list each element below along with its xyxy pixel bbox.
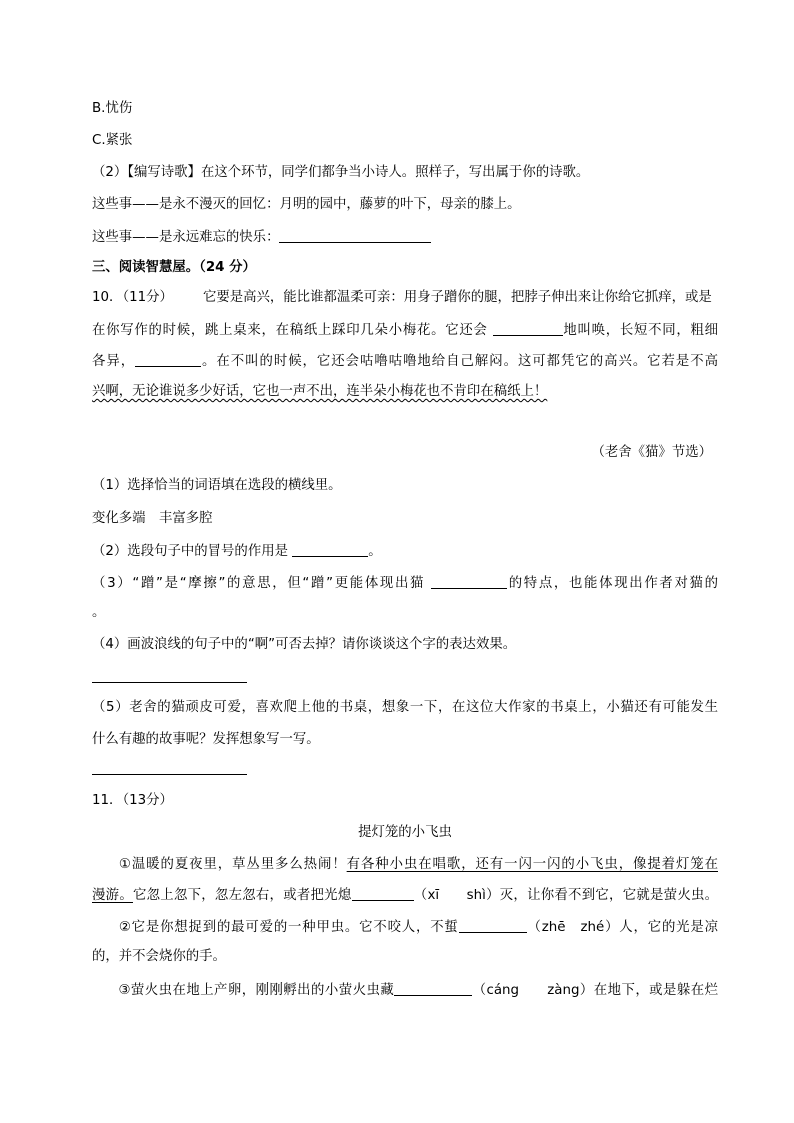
- q11-para-1-text-a: ①温暖的夏夜里，草丛里多么热闹！: [118, 857, 347, 872]
- q10-sub-1: （1）选择恰当的词语填在选段的横线里。: [92, 478, 342, 493]
- q11-blank-2[interactable]: [459, 918, 527, 933]
- q11-title: 提灯笼的小飞虫: [358, 825, 452, 840]
- q10-sub-5-line-1: （5）老舍的猫顽皮可爱，喜欢爬上他的书桌，想象一下，在这位大作家的书桌上，小猫还有可能发生: [92, 700, 718, 715]
- section-3-heading: 三、阅读智慧屋。（24 分）: [92, 260, 256, 275]
- q2-prompt: [92, 228, 431, 247]
- q11-para-2-line-2: 的，并不会烧你的手。: [92, 949, 226, 964]
- q10-sub-3-end: 。: [92, 605, 106, 620]
- q10-sub-5-answer-line[interactable]: [92, 774, 247, 775]
- q10-passage-line-1: 它要是高兴，能比谁都温柔可亲：用身子蹭你的腿，把脖子伸出来让你给它抓痒，或是: [202, 290, 712, 305]
- q2-title: （2）【编写诗歌】在这个环节，同学们都争当小诗人。照样子，写出属于你的诗歌。: [92, 165, 590, 180]
- q10-sub-4: （4）画波浪线的句子中的“啊”可否去掉？请你谈谈这个字的表达效果。: [92, 637, 517, 652]
- q10-sub-5-line-2: 什么有趣的故事呢？发挥想象写一写。: [92, 732, 320, 747]
- q10-source: （老舍《猫》节选）: [591, 445, 712, 460]
- q11-para-1-text-b: 它忽上忽下，忽左忽右，或者把光熄: [132, 888, 352, 903]
- q11-para-1-line-1: [92, 856, 718, 874]
- q11-para-1-underlined-a: 有各种小虫在唱歌，还有一闪一闪的小飞虫，像提着灯笼在: [346, 857, 718, 872]
- q2-answer-blank[interactable]: [279, 228, 431, 243]
- q11-para-3-text-b: （cáng zàng）在地下，或是躲在烂: [472, 983, 718, 998]
- q10-line-2: [92, 321, 718, 340]
- q10-sub-3-blank[interactable]: [431, 574, 507, 589]
- q11-para-1-text-c: （xī shì）灭，让你看不到它，它就是萤火虫。: [413, 888, 719, 903]
- q11-number: 11．（13分）: [92, 793, 173, 808]
- q10-passage-line-2a: 在你写作的时候，跳上桌来，在稿纸上踩印几朵小梅花。它还会: [92, 323, 488, 338]
- option-b: B.忧伤: [92, 101, 133, 116]
- q10-sub-2: [92, 542, 382, 561]
- q11-para-2-text-a: ②它是你想捉到的最可爱的一种甲虫。它不咬人，不蜇: [118, 920, 459, 935]
- q10-passage-line-3a: 各异，: [92, 354, 136, 369]
- q10-blank-1[interactable]: [493, 321, 563, 336]
- q10-sub-3-text-b: 的特点，也能体现出作者对猫的: [507, 576, 718, 591]
- q11-blank-3[interactable]: [394, 981, 472, 996]
- q11-para-1-line-2: [92, 886, 718, 905]
- q11-para-3-text-a: ③萤火虫在地上产卵，刚刚孵出的小萤火虫藏: [118, 983, 395, 998]
- q10-sub-2-blank[interactable]: [292, 542, 368, 557]
- q10-passage-line-3b: 。在不叫的时候，它还会咕噜咕噜地给自己解闷。这可都凭它的高兴。它若是不高: [201, 354, 718, 369]
- q10-wavy-sentence: 兴啊，无论谁说多少好话，它也一声不出，连半朵小梅花也不肯印在稿纸上！: [92, 384, 548, 399]
- q11-blank-1[interactable]: [352, 886, 414, 901]
- q2-prompt-text: 这些事——是永远难忘的快乐：: [92, 230, 280, 245]
- q10-passage-line-2b: 地叫唤，长短不同，粗细: [562, 323, 719, 338]
- q10-line-1: [92, 289, 718, 307]
- q10-number: 10．（11分）: [92, 290, 173, 305]
- q11-para-1-underlined-b: 漫游。: [92, 888, 133, 903]
- q10-sub-4-answer-line[interactable]: [92, 682, 247, 683]
- option-c: C.紧张: [92, 133, 133, 148]
- q11-para-2-text-b: （zhē zhé）人，它的光是凉: [526, 920, 718, 935]
- q10-line-3: [92, 352, 718, 371]
- q2-example: 这些事——是永不漫灭的回忆：月明的园中，藤萝的叶下，母亲的膝上。: [92, 197, 521, 212]
- q10-sub-3-text-a: （3）“蹭”是“摩擦”的意思，但“蹭”更能体现出猫: [92, 576, 426, 591]
- q10-word-choices: 变化多端 丰富多腔: [92, 511, 213, 526]
- q11-para-3-line-1: [92, 981, 718, 1000]
- q10-sub-3: [92, 574, 718, 593]
- q10-sub-2-end: 。: [368, 544, 382, 559]
- q10-sub-2-text: （2）选段句子中的冒号的作用是: [92, 544, 288, 559]
- q10-blank-2[interactable]: [135, 352, 201, 367]
- q11-para-2-line-1: [92, 918, 718, 937]
- q10-line-4: [92, 383, 547, 401]
